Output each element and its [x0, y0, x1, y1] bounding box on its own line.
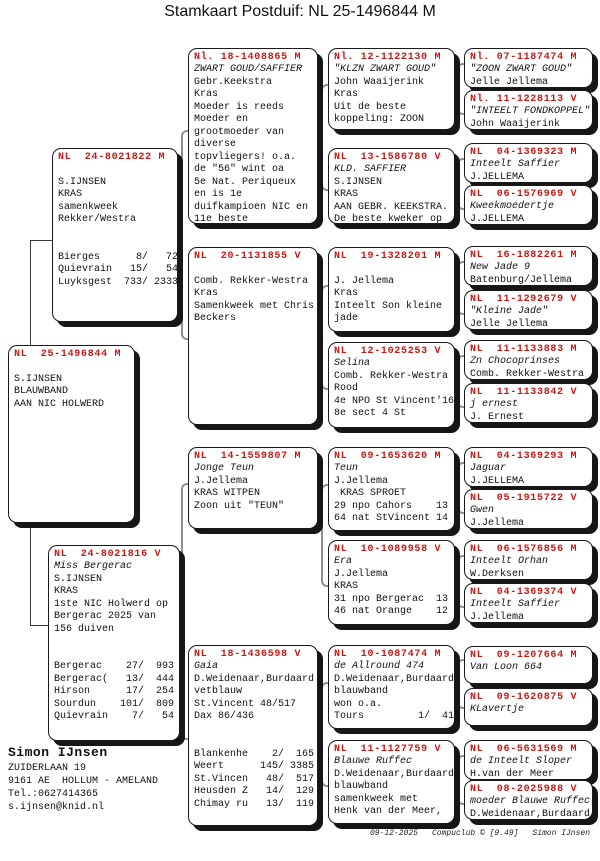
- box-line: blauwband: [334, 781, 389, 792]
- pedigree-box-gp4: [188, 645, 318, 826]
- box-line: Selina: [334, 358, 371, 369]
- box-line: moeder Blauwe Ruffec: [470, 796, 591, 807]
- connector-bracket: [457, 555, 464, 608]
- box-line: J.Jellema: [334, 475, 389, 487]
- ring-number: NL 11-1133842 V: [470, 387, 578, 398]
- box-line: D.Weidenaar,Burdaard: [194, 673, 315, 685]
- box-line: Rood: [334, 383, 359, 394]
- box-line: 4e NPO St Vincent'16: [334, 395, 455, 407]
- box-line: Tours 1/ 41: [334, 711, 455, 722]
- box-line: S.IJNSEN: [54, 573, 103, 585]
- box-line: Comb. Rekker-Westra: [470, 368, 585, 380]
- box-line: De beste kweker op: [334, 214, 443, 225]
- box-line: KLavertje: [470, 704, 525, 715]
- box-line: Inteelt Saffier: [470, 159, 561, 170]
- pedigree-box-g2: [464, 90, 593, 130]
- pedigree-box-ggp1: [328, 48, 455, 130]
- box-line: 5e Nat. Periqueux: [194, 176, 297, 188]
- box-line: 156 duiven: [54, 623, 115, 635]
- pedigree-box-g5: [464, 246, 593, 286]
- box-line: Batenburg/Jellema: [470, 274, 573, 286]
- pedigree-box-ggp6: [328, 540, 455, 625]
- box-line: jade: [334, 313, 359, 324]
- box-line: Bierges 8/ 72: [58, 251, 179, 263]
- connector-bracket: [321, 84, 328, 191]
- box-line: Kras: [194, 89, 219, 100]
- box-line: "INTEELT FONDKOPPEL": [470, 106, 591, 117]
- box-line: Dax 86/436: [194, 711, 255, 722]
- ring-number: NL 05-1915722 V: [470, 493, 578, 504]
- ring-number: NL 04-1369293 M: [470, 451, 578, 462]
- box-line: AAN NIC HOLWERD: [14, 398, 105, 410]
- box-line: [334, 263, 450, 276]
- ring-number: NL 06-1576969 V: [470, 189, 578, 200]
- box-line: Gwen: [470, 505, 495, 516]
- box-line: "ZOON ZWART GOUD": [470, 64, 573, 75]
- box-line: KRAS SPROET: [334, 488, 407, 499]
- ring-number: Nl. 18-1408865 M: [194, 52, 302, 63]
- owner-block: [8, 744, 158, 814]
- box-line: St.Vincent 48/517: [194, 698, 297, 710]
- box-line: 29 npo Cahors 13: [334, 500, 449, 512]
- pedigree-box-g7: [464, 340, 593, 380]
- pedigree-box-g8: [464, 383, 593, 423]
- box-line: Van Loon 664: [470, 662, 543, 673]
- box-line: J.Jellema: [470, 517, 525, 529]
- connector-bracket: [321, 285, 328, 390]
- owner-address-line: 9161 AE HOLLUM - AMELAND: [8, 776, 159, 787]
- box-line: 8e sect 4 St: [334, 408, 407, 419]
- ring-number: Nl. 12-1122130 M: [334, 52, 442, 63]
- box-line: [54, 636, 175, 649]
- box-line: Henk van der Meer,: [334, 806, 443, 817]
- pedigree-box-ggp7: [328, 645, 455, 729]
- box-line: 64 nat StVincent 14: [334, 513, 449, 524]
- connector-bracket: [457, 158, 464, 210]
- box-line: J.JELLEMA: [470, 171, 525, 183]
- box-line: Quievrain 15/ 54: [58, 264, 179, 275]
- pedigree-box-g1: [464, 48, 593, 88]
- box-line: [194, 724, 313, 737]
- box-line: Uit de beste: [334, 101, 407, 113]
- box-line: J.JELLEMA: [470, 475, 525, 487]
- connector-line: [30, 625, 48, 626]
- ring-number: NL 06-5631569 M: [470, 744, 578, 755]
- box-line: Moeder is reeds: [194, 101, 285, 113]
- box-line: New Jade 9: [470, 262, 531, 273]
- box-line: Zn Chocoprinses: [470, 356, 561, 367]
- connector-bracket: [181, 483, 188, 740]
- box-line: [194, 263, 313, 276]
- box-line: Bergerac 2025 van: [54, 611, 157, 622]
- box-line: de Inteelt Sloper: [470, 756, 573, 767]
- box-line: W.Derksen: [470, 568, 525, 580]
- connector-bracket: [321, 484, 328, 587]
- box-line: Jonge Teun: [194, 463, 255, 474]
- ring-number: Nl. 11-1228113 V: [470, 94, 578, 105]
- footer-user: Simon IJnsen: [532, 829, 590, 838]
- pedigree-box-g14: [464, 688, 593, 726]
- ring-number: NL 18-1436598 V: [194, 649, 302, 660]
- box-line: ZWART GOUD/SAFFIER: [194, 64, 303, 75]
- box-line: J.JELLEMA: [470, 213, 525, 225]
- ring-number: NL 04-1369323 M: [470, 147, 578, 158]
- box-line: 11e beste: [194, 214, 249, 225]
- connector-bracket: [457, 755, 464, 805]
- ring-number: NL 09-1207664 M: [470, 650, 578, 661]
- pedigree-box-father: [52, 148, 178, 322]
- box-line: J. Ernest: [470, 411, 525, 423]
- box-line: Jelle Jellema: [470, 318, 549, 330]
- box-line: S.IJNSEN: [58, 176, 107, 188]
- ring-number: NL 14-1559807 M: [194, 451, 302, 462]
- box-line: BLAUWBAND: [14, 386, 69, 397]
- pedigree-box-gp1: [188, 48, 318, 224]
- box-line: KRAS: [334, 581, 359, 592]
- box-line: 1ste NIC Holwerd op: [54, 598, 169, 610]
- box-line: blauwband: [334, 686, 389, 697]
- ring-number: NL 06-1576856 M: [470, 544, 578, 555]
- box-line: Kras: [334, 288, 359, 299]
- box-line: KRAS: [334, 189, 359, 200]
- box-line: Inteelt Orhan: [470, 556, 549, 567]
- box-line: Rekker/Westra: [58, 214, 137, 225]
- box-line: en is 1e: [194, 189, 243, 200]
- pedigree-box-g12: [464, 583, 593, 623]
- box-line: topvliegers! o.a.: [194, 151, 297, 163]
- connector-line: [30, 240, 52, 241]
- ring-number: NL 11-1133883 M: [470, 344, 578, 355]
- connector-bracket: [457, 659, 464, 709]
- box-line: John Waaijerink: [334, 76, 425, 88]
- box-line: Moeder en: [194, 114, 249, 125]
- pedigree-box-g10: [464, 489, 593, 529]
- pedigree-box-ggp8: [328, 740, 455, 824]
- box-line: [58, 164, 173, 177]
- box-line: 46 nat Orange 12: [334, 606, 449, 617]
- connector-bracket: [457, 63, 464, 115]
- footer: [356, 829, 590, 838]
- box-line: J.Jellema: [470, 611, 525, 623]
- box-line: AAN GEBR. KEEKSTRA.: [334, 201, 449, 213]
- box-line: j ernest: [470, 399, 519, 410]
- ring-number: NL 04-1369374 V: [470, 587, 578, 598]
- ring-number: NL 20-1131855 V: [194, 251, 302, 262]
- box-line: KRAS: [54, 586, 79, 597]
- box-line: Chimay ru 13/ 119: [194, 798, 315, 810]
- box-line: Inteelt Saffier: [470, 599, 561, 610]
- connector-bracket: [181, 130, 188, 340]
- ring-number: NL 24-8021822 M: [58, 152, 166, 163]
- box-line: Era: [334, 556, 353, 567]
- connector-bracket: [321, 682, 328, 787]
- owner-email: s.ijnsen@knid.nl: [8, 802, 105, 813]
- box-line: "Kleine Jade": [470, 306, 549, 317]
- connector-bracket: [457, 355, 464, 408]
- box-line: Weert 145/ 3385: [194, 761, 315, 772]
- box-line: KLD. SAFFIER: [334, 164, 407, 175]
- box-line: samenkweek: [58, 201, 119, 213]
- box-line: vetblauw: [194, 686, 243, 697]
- pedigree-box-g3: [464, 143, 593, 183]
- pedigree-box-g11: [464, 540, 593, 580]
- ring-number: NL 08-2025988 V: [470, 784, 578, 795]
- ring-number: NL 09-1620875 V: [470, 692, 578, 703]
- pedigree-box-gp2: [188, 247, 318, 425]
- box-line: samenkweek met: [334, 793, 419, 805]
- box-line: Kweekmoedertje: [470, 201, 555, 212]
- ring-number: NL 25-1496844 M: [14, 349, 122, 360]
- box-line: Bergerac 27/ 993: [54, 661, 175, 672]
- pedigree-box-g9: [464, 447, 593, 487]
- box-line: Luyksgest 733/ 2333: [58, 276, 179, 288]
- box-line: Gebr.Keekstra: [194, 76, 273, 88]
- footer-program: Compuclub © [9.49]: [431, 829, 519, 838]
- owner-phone: Tel.:0627414365: [8, 789, 99, 800]
- box-line: J.Jellema: [334, 568, 389, 580]
- box-line: [14, 361, 130, 374]
- box-line: KRAS WITPEN: [194, 488, 261, 499]
- box-line: Teun: [334, 463, 359, 474]
- owner-name: Simon IJnsen: [8, 745, 108, 760]
- box-line: de "56" wint oa: [194, 164, 285, 175]
- ring-number: NL 13-1586780 V: [334, 152, 442, 163]
- ring-number: NL 12-1025253 V: [334, 346, 442, 357]
- pedigree-box-g13: [464, 646, 593, 684]
- box-line: Heusden Z 14/ 129: [194, 786, 315, 797]
- box-line: koppeling: ZOON: [334, 114, 425, 125]
- ring-number: NL 11-1127759 V: [334, 744, 442, 755]
- box-line: Jelle Jellema: [470, 76, 549, 88]
- box-line: won o.a.: [334, 698, 383, 710]
- pedigree-box-g15: [464, 740, 593, 780]
- ring-number: NL 10-1087474 M: [334, 649, 442, 660]
- pedigree-box-ggp2: [328, 148, 455, 224]
- box-line: Blankenhe 2/ 165: [194, 748, 315, 760]
- pedigree-box-mother: [48, 545, 180, 741]
- pedigree-box-subject: [8, 345, 135, 523]
- owner-address-line: ZUIDERLAAN 19: [8, 763, 87, 774]
- box-line: duifkampioen NIC en: [194, 201, 309, 213]
- box-line: grootmoeder van: [194, 126, 285, 138]
- pedigree-box-ggp4: [328, 342, 455, 428]
- box-line: Sourdun 101/ 809: [54, 698, 175, 710]
- box-line: S.IJNSEN: [14, 373, 63, 385]
- ring-number: Nl. 07-1187474 M: [470, 52, 578, 63]
- ring-number: NL 09-1653620 M: [334, 451, 442, 462]
- box-line: Samenkweek met Chris: [194, 300, 315, 312]
- box-line: 31 npo Bergerac 13: [334, 593, 449, 605]
- box-line: KRAS: [58, 189, 83, 200]
- connector-bracket: [457, 462, 464, 514]
- ring-number: NL 11-1292679 V: [470, 294, 578, 305]
- box-line: Gaia: [194, 661, 219, 672]
- footer-date: 09-12-2025: [369, 829, 418, 838]
- box-line: [58, 239, 173, 252]
- box-line: Jaguar: [470, 463, 507, 474]
- box-line: Kras: [334, 89, 359, 100]
- box-line: Beckers: [194, 313, 237, 324]
- box-line: H.van der Meer: [470, 768, 555, 780]
- box-line: diverse: [194, 139, 237, 150]
- box-line: Inteelt Son kleine: [334, 300, 443, 312]
- ring-number: NL 16-1882261 M: [470, 250, 578, 261]
- box-line: [54, 649, 175, 662]
- box-line: Quievrain 7/ 54: [54, 711, 175, 722]
- pedigree-box-ggp5: [328, 447, 455, 531]
- box-line: Comb. Rekker-Westra: [334, 370, 449, 382]
- box-line: J. Jellema: [334, 275, 395, 287]
- box-line: D.Weidenaar,Burdaard: [334, 768, 455, 780]
- ring-number: NL 24-8021816 V: [54, 549, 162, 560]
- box-line: "KLZN ZWART GOUD": [334, 64, 437, 75]
- box-line: Kras: [194, 288, 219, 299]
- box-line: Comb. Rekker-Westra: [194, 275, 309, 287]
- box-line: Hirson 17/ 254: [54, 686, 175, 697]
- box-line: St.Vincen 48/ 517: [194, 773, 315, 785]
- box-line: Miss Bergerac: [54, 561, 133, 572]
- box-line: D.Weidenaar,Burdaard: [470, 808, 591, 820]
- pedigree-box-g6: [464, 290, 593, 330]
- box-line: S.IJNSEN: [334, 176, 383, 188]
- box-line: J.Jellema: [194, 475, 249, 487]
- box-line: D.Weidenaar,Burdaard: [334, 673, 455, 685]
- box-line: [194, 736, 313, 749]
- box-line: Bergerac( 13/ 444: [54, 673, 175, 685]
- page-title: Stamkaart Postduif: NL 25-1496844 M: [164, 3, 436, 20]
- ring-number: NL 19-1328201 M: [334, 251, 442, 262]
- box-line: Blauwe Ruffec: [334, 756, 413, 767]
- pedigree-box-g16: [464, 780, 593, 820]
- ring-number: NL 10-1089958 V: [334, 544, 442, 555]
- connector-bracket: [457, 261, 464, 315]
- box-line: de Allround 474: [334, 661, 425, 672]
- pedigree-box-g4: [464, 185, 593, 225]
- pedigree-box-gp3: [188, 447, 318, 529]
- pedigree-box-ggp3: [328, 247, 455, 332]
- box-line: [58, 227, 173, 240]
- box-line: John Waaijerink: [470, 118, 561, 130]
- box-line: Zoon uit "TEUN": [194, 500, 285, 512]
